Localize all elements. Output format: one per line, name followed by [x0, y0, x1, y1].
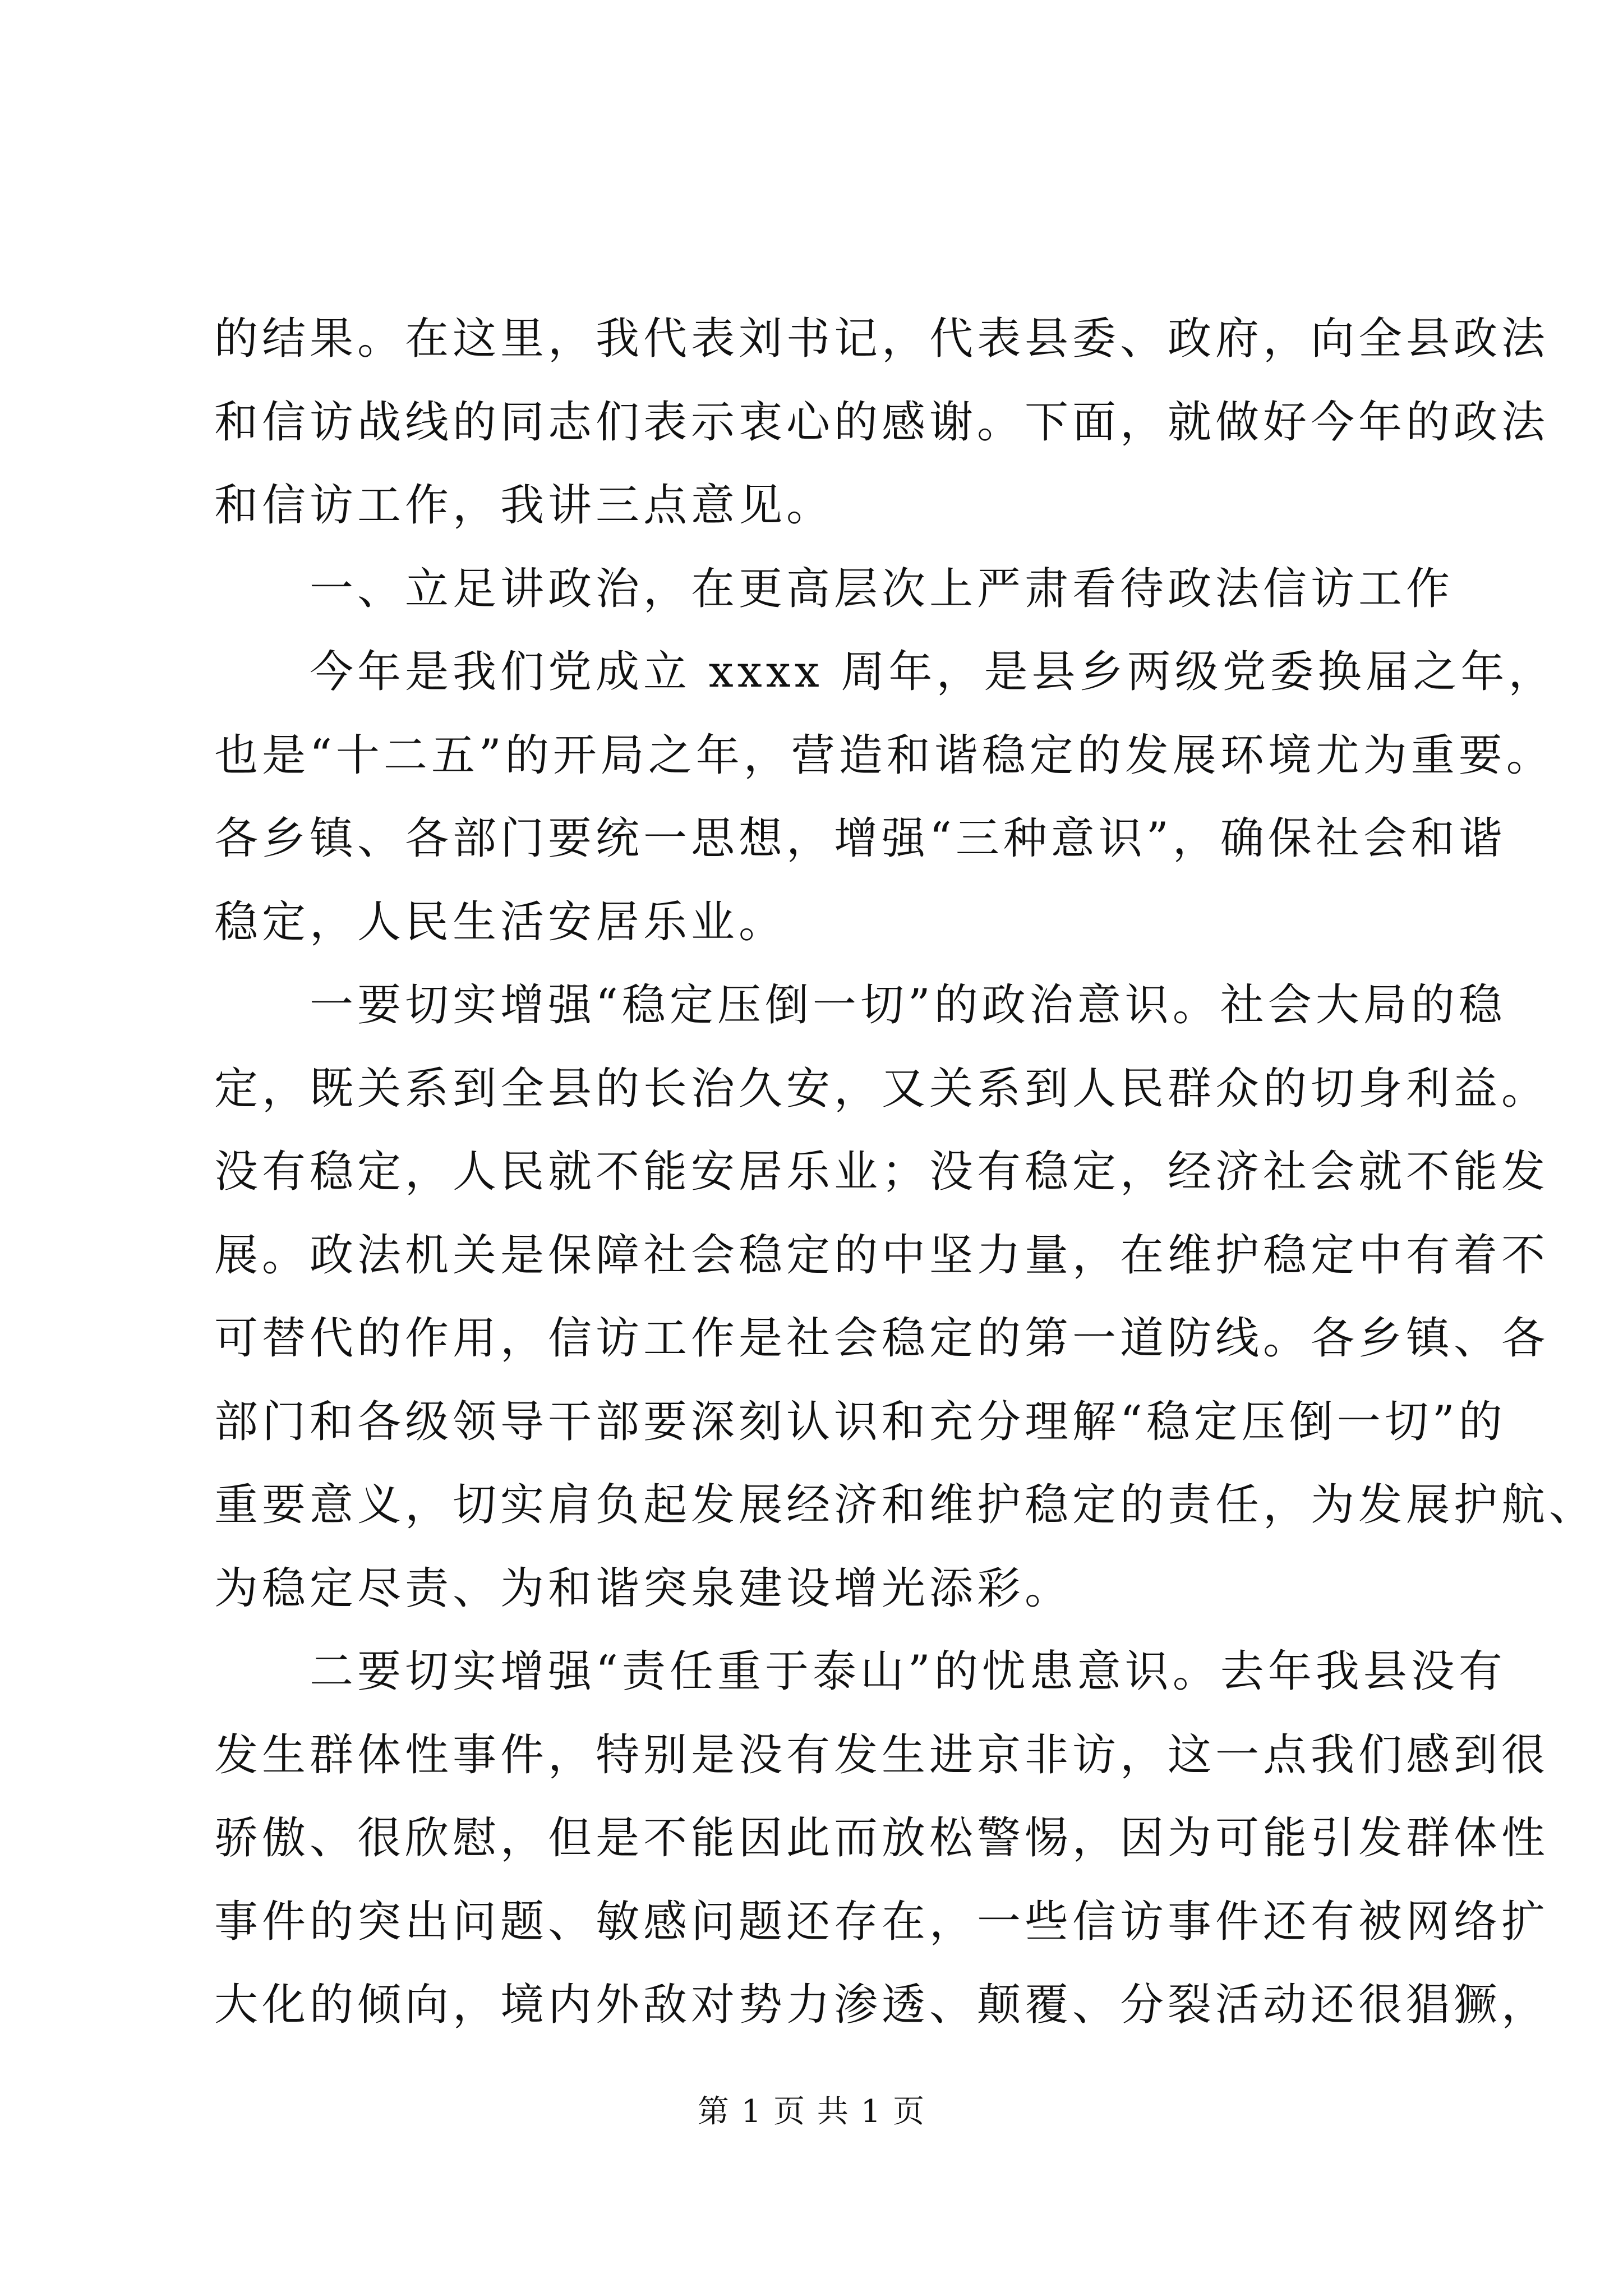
- text-line: 事件的突出问题、敏感问题还存在，一些信访事件还有被网络扩: [214, 1896, 1550, 1947]
- text-line: 的结果。在这里，我代表刘书记，代表县委、政府，向全县政法: [214, 314, 1550, 364]
- text-line: 和信访工作，我讲三点意见。: [214, 480, 834, 531]
- text-line: 定，既关系到全县的长治久安，又关系到人民群众的切身利益。: [214, 1063, 1550, 1114]
- text-line: 二要切实增强“责任重于泰山”的忧患意识。去年我县没有: [310, 1646, 1506, 1697]
- document-body: [214, 297, 1597, 2047]
- section-heading: 一、立足讲政治，在更高层次上严肃看待政法信访工作: [310, 563, 1454, 614]
- text-line: 一要切实增强“稳定压倒一切”的政治意识。社会大局的稳: [310, 980, 1506, 1030]
- text-line: 没有稳定，人民就不能安居乐业；没有稳定，经济社会就不能发: [214, 1147, 1550, 1197]
- text-line: 和信访战线的同志们表示衷心的感谢。下面，就做好今年的政法: [214, 397, 1550, 448]
- page-footer: 第 1 页 共 1 页: [697, 2093, 926, 2130]
- text-line: 骄傲、很欣慰，但是不能因此而放松警惕，因为可能引发群体性: [214, 1813, 1550, 1864]
- text-line: 各乡镇、各部门要统一思想，增强“三种意识”，确保社会和谐: [214, 813, 1506, 864]
- text-line: 稳定，人民生活安居乐业。: [214, 896, 787, 947]
- text-line: 可替代的作用，信访工作是社会稳定的第一道防线。各乡镇、各: [214, 1313, 1550, 1364]
- text-line: 重要意义，切实肩负起发展经济和维护稳定的责任，为发展护航、: [214, 1480, 1597, 1530]
- text-line: 部门和各级领导干部要深刻认识和充分理解“稳定压倒一切”的: [214, 1396, 1506, 1447]
- text-line: 也是“十二五”的开局之年，营造和谐稳定的发展环境尤为重要。: [214, 730, 1554, 781]
- text-line: 今年是我们党成立 xxxx 周年，是县乡两级党委换届之年，: [310, 647, 1556, 697]
- text-line: 大化的倾向，境内外敌对势力渗透、颠覆、分裂活动还很猖獗，: [214, 1980, 1550, 2030]
- text-line: 为稳定尽责、为和谐突泉建设增光添彩。: [214, 1563, 1073, 1614]
- text-line: 发生群体性事件，特别是没有发生进京非访，这一点我们感到很: [214, 1729, 1550, 1780]
- text-line: 展。政法机关是保障社会稳定的中坚力量，在维护稳定中有着不: [214, 1230, 1550, 1281]
